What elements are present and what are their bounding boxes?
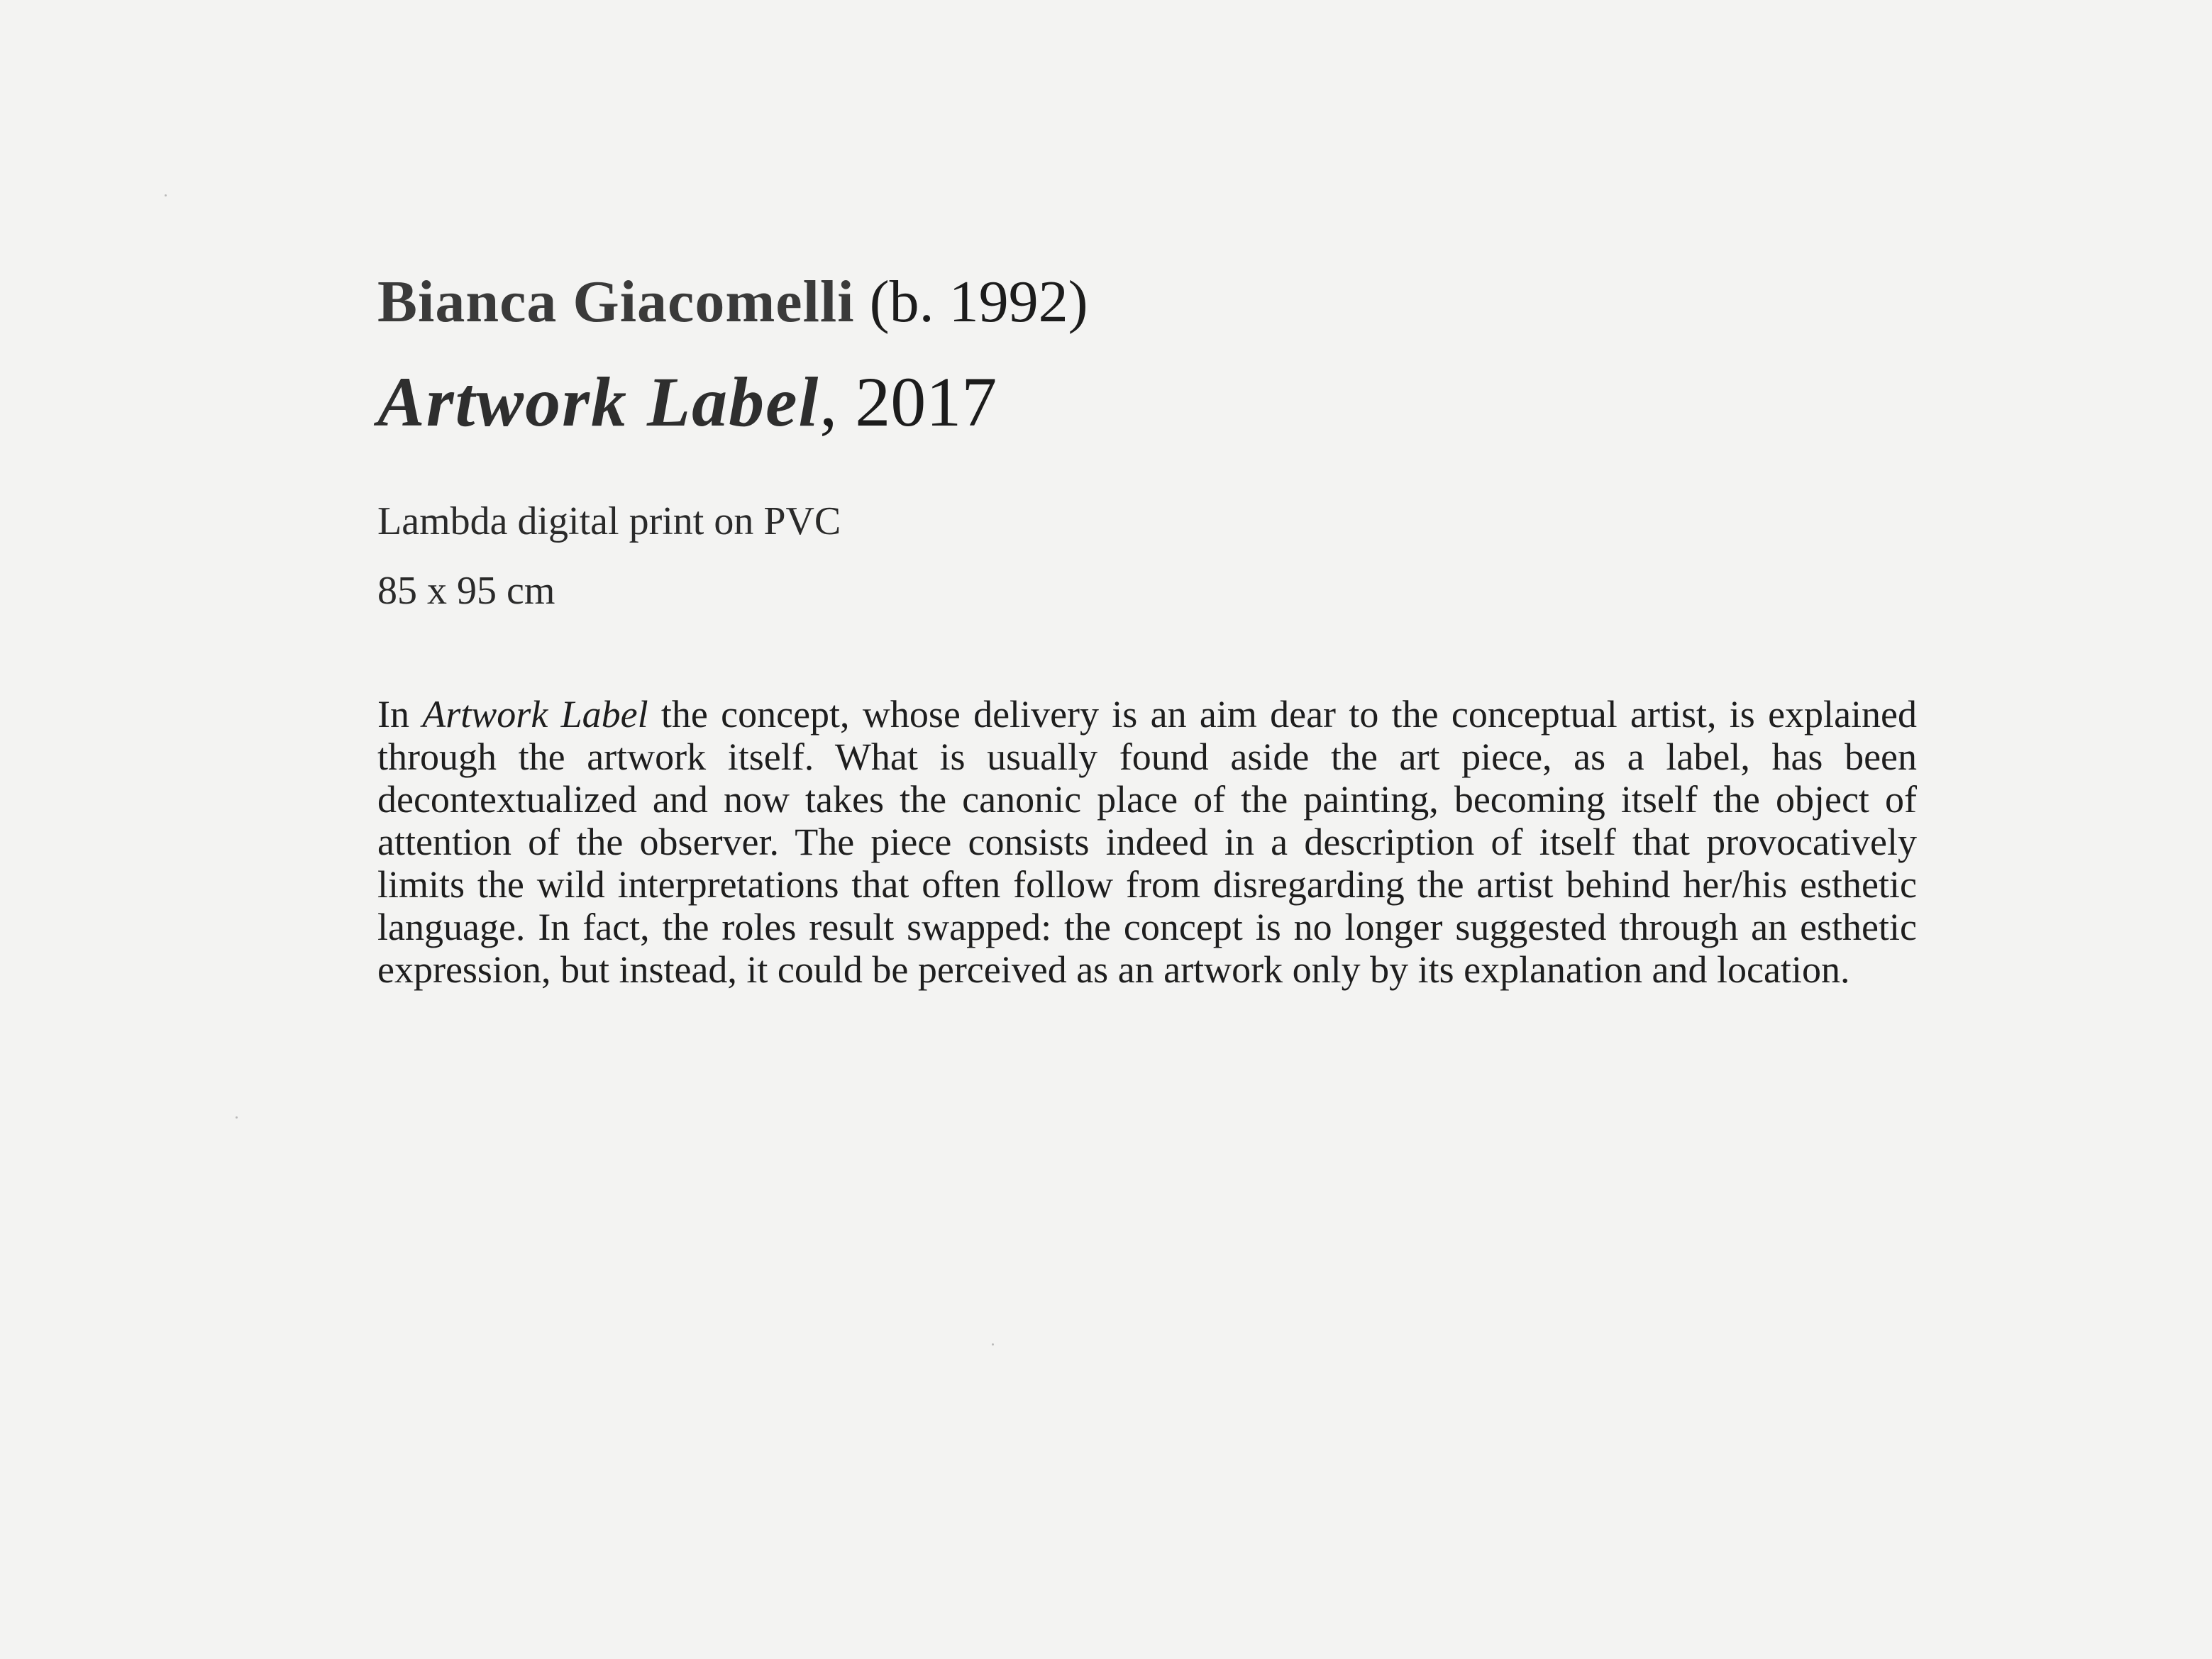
artwork-description <box>377 693 1917 991</box>
title-line <box>377 363 1917 441</box>
description-body: the concept, whose delivery is an aim dear to the conceptual artist, is explained through the artwork itself. What is usually found aside the art piece, as a label, has been decontextualized and now takes the canonic place of the painting, becoming itself the object of attention of the observer. The piece consists indeed in a description of itself that provocatively limits the wild interpretations that often follow from disregarding the artist behind her/his esthetic language. In fact, the roles result swapped: the concept is no longer suggested through an esthetic expression, but instead, it could be perceived as an artwork only by its explanation and location. <box>377 692 1918 991</box>
artist-dates: (b. 1992) <box>869 269 1088 335</box>
artwork-label <box>377 270 1917 991</box>
artist-line <box>377 270 1917 335</box>
paper-speck <box>236 1116 238 1119</box>
paper-speck <box>165 194 167 196</box>
artwork-title: Artwork Label <box>377 362 820 442</box>
artwork-year: 2017 <box>855 362 997 442</box>
description-prefix: In <box>377 692 409 736</box>
artwork-dimensions: 85 x 95 cm <box>377 568 555 613</box>
title-comma: , <box>819 362 838 442</box>
paper-speck <box>992 1343 994 1345</box>
description-italic-title: Artwork Label <box>422 692 648 736</box>
artist-name: Bianca Giacomelli <box>377 269 855 335</box>
artwork-medium: Lambda digital print on PVC <box>377 499 841 544</box>
